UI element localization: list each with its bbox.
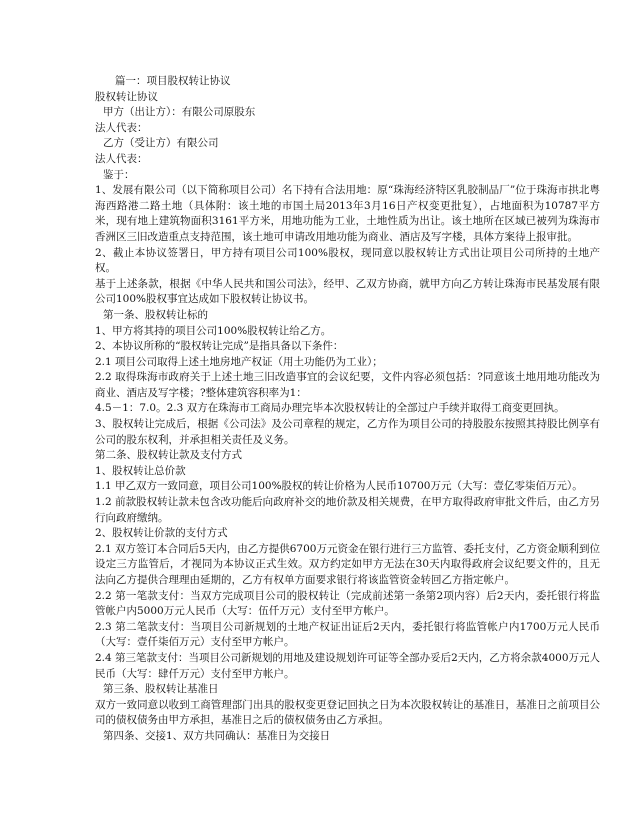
document-line: 2.3 第二笔款支付：当项目公司新规划的土地产权证出证后2天内，委托银行将监管帐户内1700万元人民币（大写：壹仟柒佰万元）支付至甲方帐户。 xyxy=(95,620,600,649)
document-line: 2、截止本协议签署日，甲方持有项目公司100%股权，现同意以股权转让方式出让项目公司所持的土地产权。 xyxy=(95,246,600,275)
document-line: 篇一：项目股权转让协议 xyxy=(115,75,231,87)
document-line: 3、股权转让完成后，根据《公司法》及公司章程的规定，乙方作为项目公司的持股股东按照其持股比例享有公司的股东权利，并承担相关责任及义务。 xyxy=(95,418,600,446)
document-line: 2.2 第一笔款支付：当双方完成项目公司的股权转让（完成前述第一条第2项内容）后2天内，委托银行将监管帐户内5000万元人民币（大写：伍仟万元）支付至甲方帐户。 xyxy=(95,589,600,618)
document-line: 2、股权转让价款的支付方式 xyxy=(95,527,228,540)
document-line: 法人代表： xyxy=(95,152,148,165)
document-line: 甲方（出让方）：有限公司原股东 xyxy=(103,106,256,119)
document-line: 鉴于： xyxy=(103,168,135,181)
document-line: 4.5－1：7.0。2.3 双方在珠海市工商局办理完毕本次股权转让的全部过户手续并取得工商变更回执。 xyxy=(95,402,565,415)
document-line: 2.2 取得珠海市政府关于上述土地三旧改造事宜的会议纪要，文件内容必须包括：?同意该土地用地功能改为商业、酒店及写字楼；?整体建筑容积率为1： xyxy=(95,371,600,399)
document-line: 双方一致同意以收到工商管理部门出具的股权变更登记回执之日为本次股权转让的基准日，基准日之前项目公司的债权债务由甲方承担，基准日之后的债权债务由乙方承担。 xyxy=(95,698,600,727)
document-line: 股权转让协议 xyxy=(95,90,158,103)
document-line: 2.1 项目公司取得上述土地房地产权证（用土功能仍为工业）； xyxy=(95,355,383,368)
document-line: 1、股权转让总价款 xyxy=(95,464,186,477)
document-line: 2.4 第三笔款支付：当项目公司新规划的用地及建设规划许可证等全部办妥后2天内，乙方将余款4000万元人民币（大写：肆仟万元）支付至甲方帐户。 xyxy=(95,651,600,680)
document-line: 1.1 甲乙双方一致同意，项目公司100%股权的转让价格为人民币10700万元（大写：壹亿零柒佰万元）。 xyxy=(95,480,583,493)
document-line: 1、甲方将其持的项目公司100%股权转让给乙方。 xyxy=(95,324,332,337)
document-line: 1、发展有限公司（以下简称项目公司）名下持有合法用地：原“珠海经济特区乳胶制品厂”位于珠海市拱北粤海西路港二路土地（具体附：该土地的市国土局2013年3月16日产权变更批复），占地面积为10787平方米，现有地上建筑物面积3161平方米，用地功能为工业，土地性质为出让。该土地所在区域已被列为珠海市香洲区三旧改造重点支持范围，该土地可申请改用地功能为商业、酒店及写字楼，具体方案待上报审批。 xyxy=(95,184,600,243)
document-line: 2、本协议所称的“股权转让完成”是指具备以下条件： xyxy=(95,340,344,353)
document-line: 基于上述条款，根据《中华人民共和国公司法》，经甲、乙双方协商，就甲方向乙方转让珠海市民基发展有限公司100%股权事宜达成如下股权转让协议书。 xyxy=(95,277,600,306)
document-line: 乙方（受让方）有限公司 xyxy=(103,137,219,150)
document-line: 法人代表： xyxy=(95,121,148,134)
document-line: 第四条、交接1、双方共同确认：基准日为交接日 xyxy=(103,729,331,742)
document-line: 第二条、股权转让款及支付方式 xyxy=(95,449,242,462)
document-line: 1.2 前款股权转让款未包含改功能后向政府补交的地价款及相关规费，在甲方取得政府审批文件后，由乙方另行向政府缴纳。 xyxy=(95,496,600,524)
document-line: 2.1 双方签订本合同后5天内，由乙方提供6700万元资金在银行进行三方监管、委托支付，乙方资金顺利到位设定三方监管后，才视同为本协议正式生效。双方约定如甲方无法在30天内取得政府会议纪要文件的，且无法向乙方提供合理理由延期的，乙方有权单方面要求银行将该监管资金转回乙方指定帐户。 xyxy=(95,542,600,586)
document-line: 第一条、股权转让标的 xyxy=(103,308,208,321)
document-line: 第三条、股权转让基准日 xyxy=(103,683,219,696)
